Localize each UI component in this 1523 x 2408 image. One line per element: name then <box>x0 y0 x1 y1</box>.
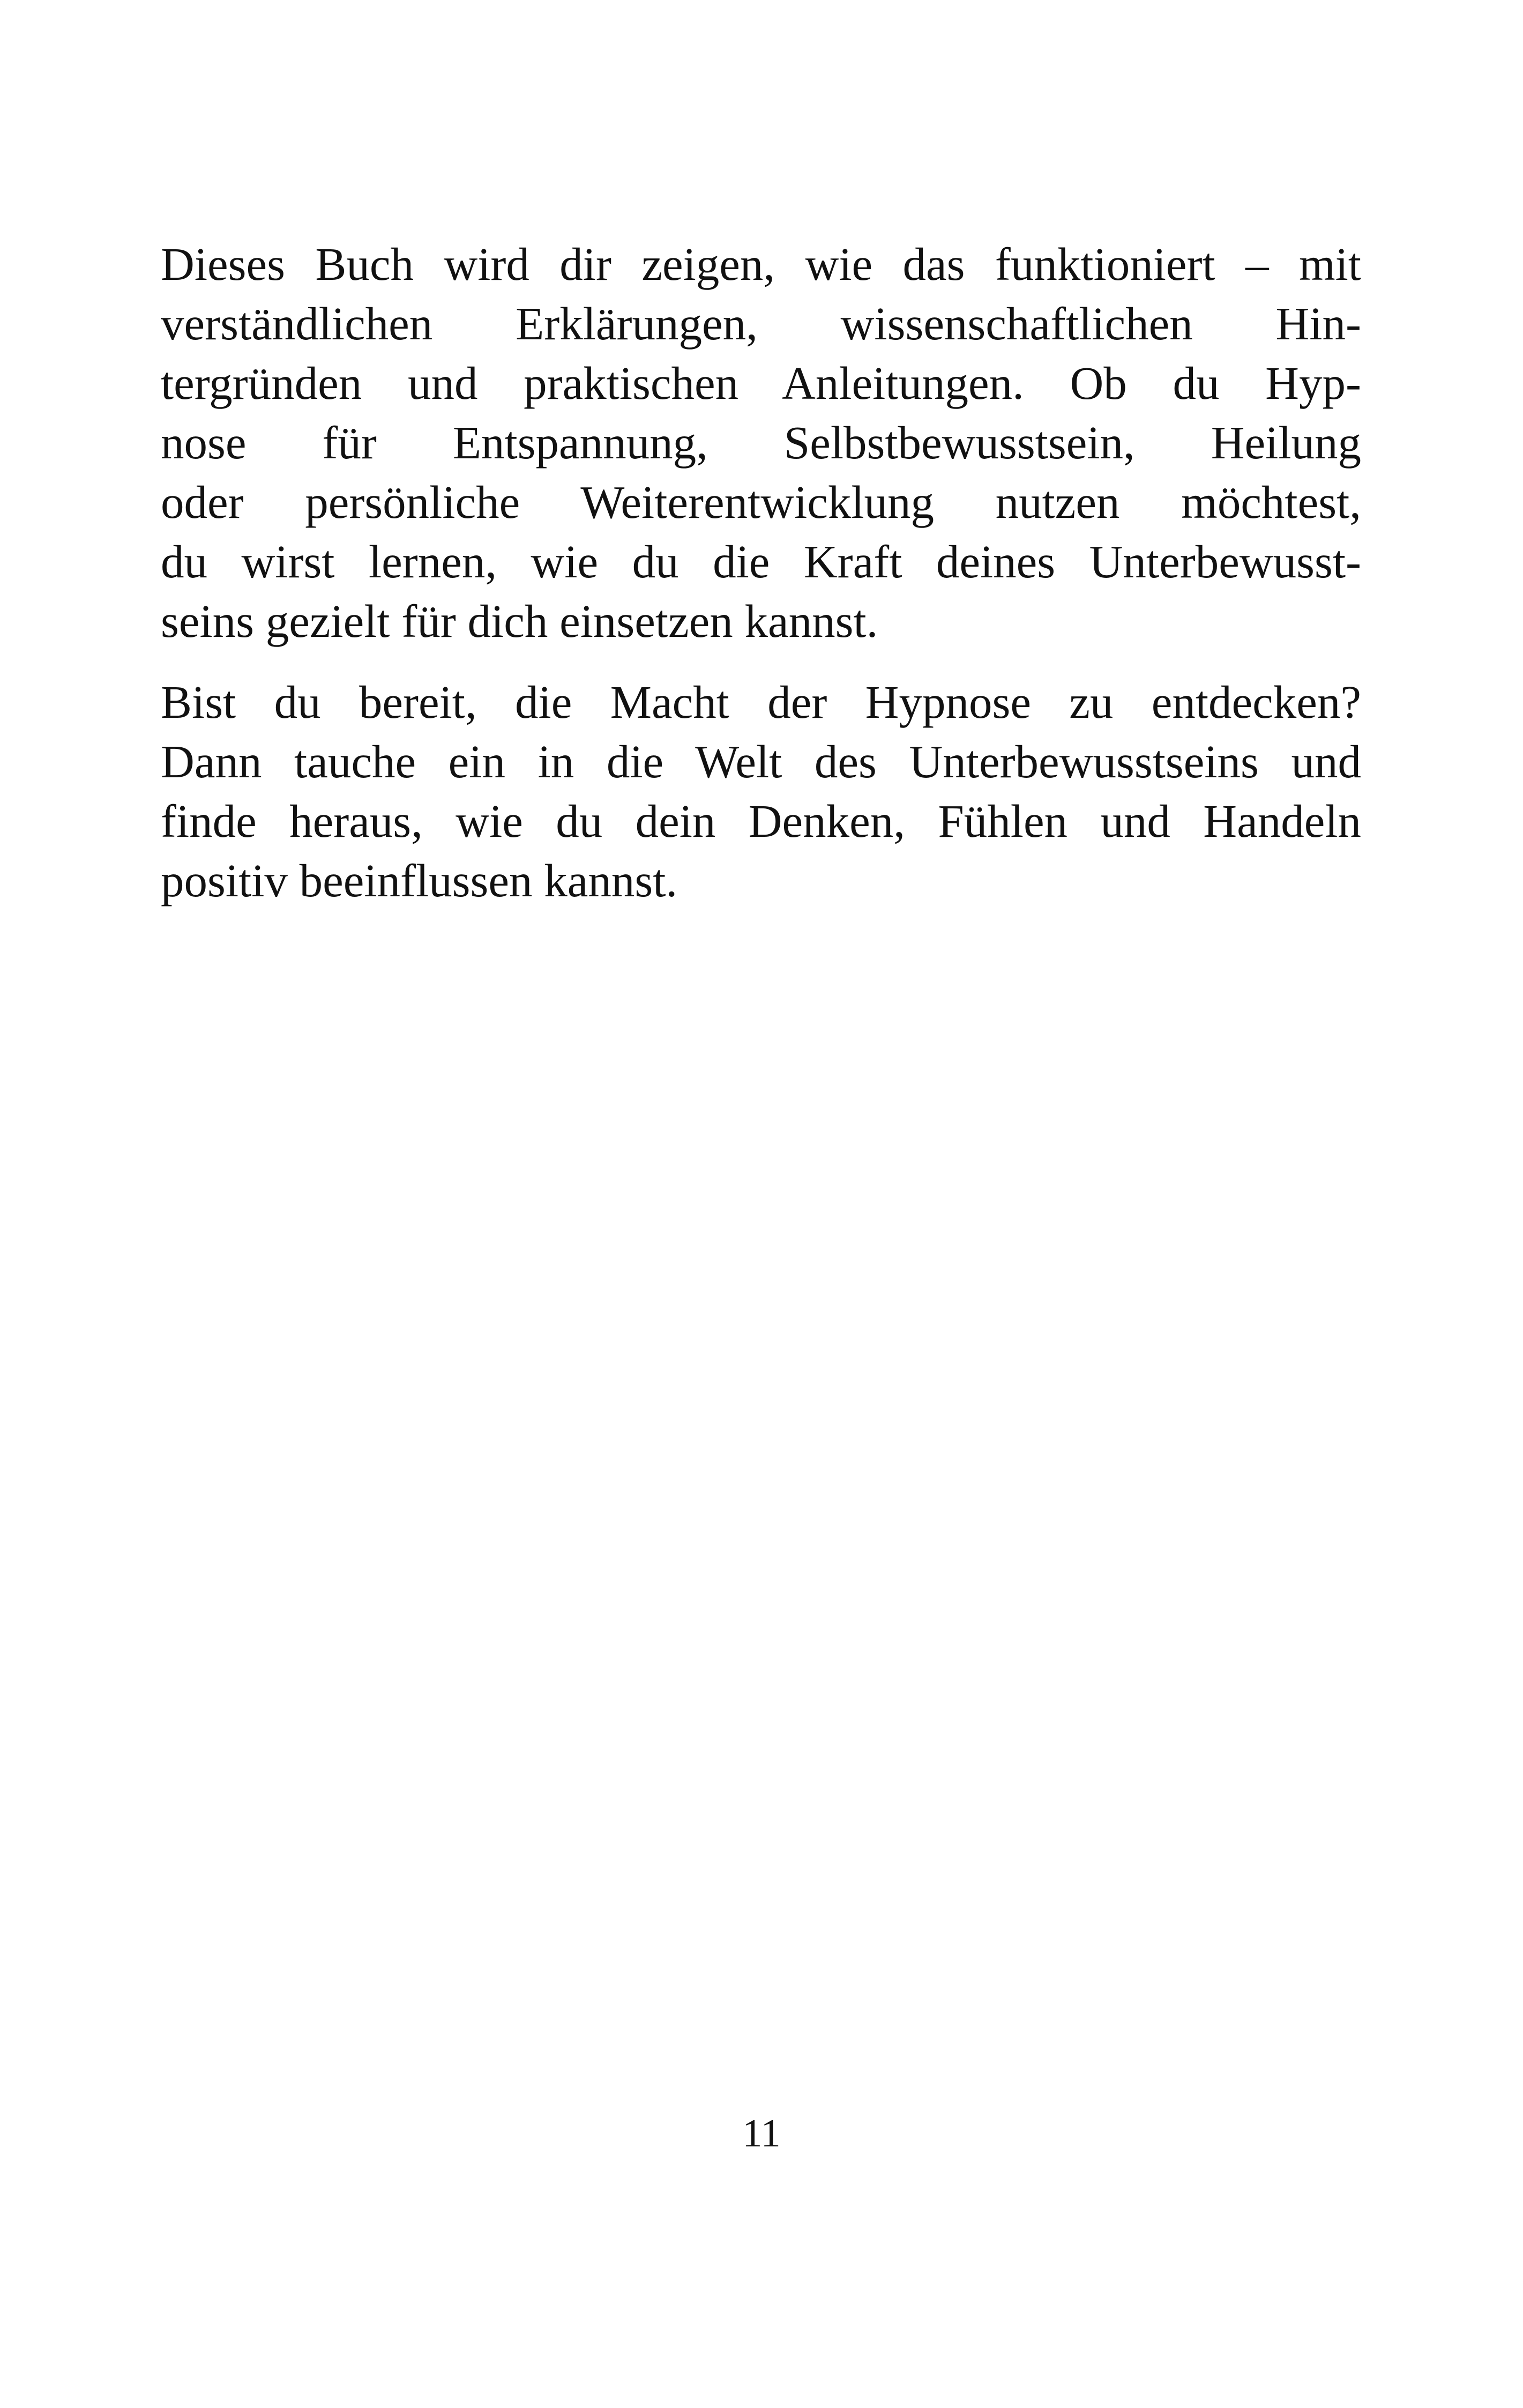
text-line: du wirst lernen, wie du die Kraft deines Unterbewusst- <box>161 536 1361 588</box>
text-line: tergründen und praktischen Anleitungen. Ob du Hyp- <box>161 357 1361 409</box>
paragraph-spacing <box>161 651 1361 672</box>
paragraph-1 <box>161 234 1361 651</box>
text-line: Bist du bereit, die Macht der Hypnose zu entdecken? <box>161 676 1361 728</box>
text-line: seins gezielt für dich einsetzen kannst. <box>161 595 878 647</box>
paragraph-2 <box>161 672 1361 910</box>
text-line: Dann tauche ein in die Welt des Unterbewusstseins und <box>161 735 1361 787</box>
text-line: nose für Entspannung, Selbstbewusstsein, Heilung <box>161 417 1361 469</box>
body-text <box>161 234 1361 910</box>
text-line: Dieses Buch wird dir zeigen, wie das funktioniert – mit <box>161 238 1361 290</box>
text-line: verständlichen Erklärungen, wissenschaftlichen Hin- <box>161 298 1361 350</box>
text-line: positiv beeinflussen kannst. <box>161 854 678 906</box>
text-line: oder persönliche Weiterentwicklung nutzen möchtest, <box>161 476 1361 528</box>
text-line: finde heraus, wie du dein Denken, Fühlen und Handeln <box>161 795 1361 847</box>
page-number: 11 <box>742 2112 781 2156</box>
